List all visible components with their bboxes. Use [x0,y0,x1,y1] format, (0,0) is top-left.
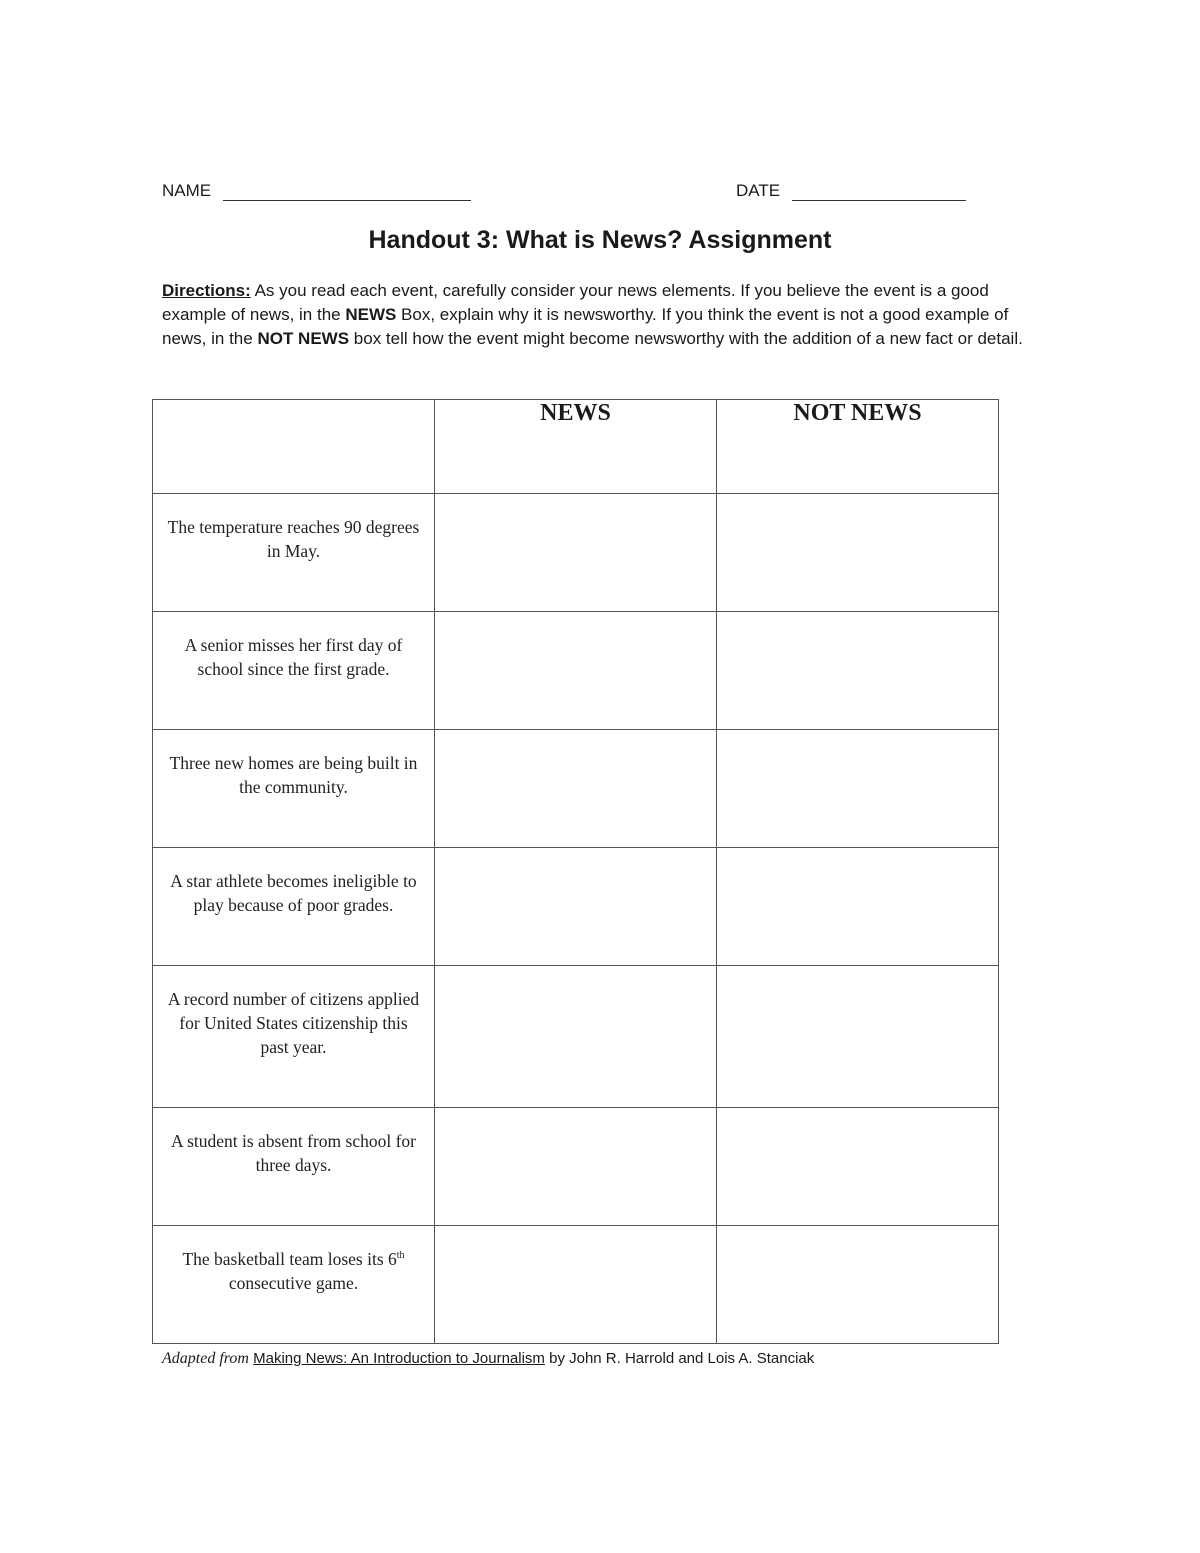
not-news-answer-cell[interactable] [717,966,999,1108]
directions-not-news-bold: NOT NEWS [257,329,350,348]
table-header-row [153,400,999,494]
date-field [736,180,966,201]
not-news-answer-cell[interactable] [717,1108,999,1226]
attribution [162,1350,1022,1368]
event-ordinal-number: 6 [388,1249,397,1269]
attribution-book-title: Making News: An Introduction to Journalism [253,1350,545,1367]
news-answer-cell[interactable] [435,848,717,966]
directions [162,279,1032,351]
event-cell: The temperature reaches 90 degrees in May. [153,494,435,612]
event-text-before: The basketball team loses its [182,1249,389,1269]
news-answer-cell[interactable] [435,612,717,730]
name-field [162,180,471,201]
event-cell: A record number of citizens applied for United States citizenship this past year. [153,966,435,1108]
event-text-after: consecutive game. [228,1273,359,1293]
news-table [152,399,999,1344]
not-news-answer-cell[interactable] [717,1226,999,1344]
page-title: Handout 3: What is News? Assignment [368,226,832,254]
table-row [153,848,999,966]
event-cell: A senior misses her first day of school since the first grade. [153,612,435,730]
news-answer-cell[interactable] [435,1226,717,1344]
table-row [153,612,999,730]
date-label: DATE [736,181,781,200]
news-answer-cell[interactable] [435,966,717,1108]
news-answer-cell[interactable] [435,494,717,612]
not-news-answer-cell[interactable] [717,848,999,966]
header-news: NEWS [435,400,717,494]
event-cell: A star athlete becomes ineligible to play because of poor grades. [153,848,435,966]
table-row [153,1226,999,1344]
not-news-answer-cell[interactable] [717,612,999,730]
directions-text-2: Box, explain why it is newsworthy. If you think the event is not a good example of news, in the [162,305,1009,348]
event-cell: Three new homes are being built in the community. [153,730,435,848]
directions-label: Directions: [162,281,251,300]
name-blank-line[interactable] [223,180,471,201]
attribution-authors: by John R. Harrold and Lois A. Stanciak [544,1350,815,1367]
event-ordinal-suffix: th [396,1250,405,1262]
not-news-answer-cell[interactable] [717,730,999,848]
event-cell [153,1226,435,1344]
event-cell: A student is absent from school for three days. [153,1108,435,1226]
directions-news-bold: NEWS [345,305,397,324]
news-answer-cell[interactable] [435,1108,717,1226]
directions-text-3: box tell how the event might become newsworthy with the addition of a new fact or detail. [349,329,1023,348]
attribution-adapted: Adapted from [162,1350,249,1367]
table-row [153,730,999,848]
not-news-answer-cell[interactable] [717,494,999,612]
header-row [162,180,980,208]
header-event-cell [153,400,435,494]
table-row [153,966,999,1108]
header-not-news: NOT NEWS [717,400,999,494]
news-answer-cell[interactable] [435,730,717,848]
date-blank-line[interactable] [792,180,966,201]
table-row [153,494,999,612]
name-label: NAME [162,181,212,200]
directions-text-1: As you read each event, carefully consider your news elements. If you believe the event is a good example of news, in the [162,281,989,324]
table-row [153,1108,999,1226]
